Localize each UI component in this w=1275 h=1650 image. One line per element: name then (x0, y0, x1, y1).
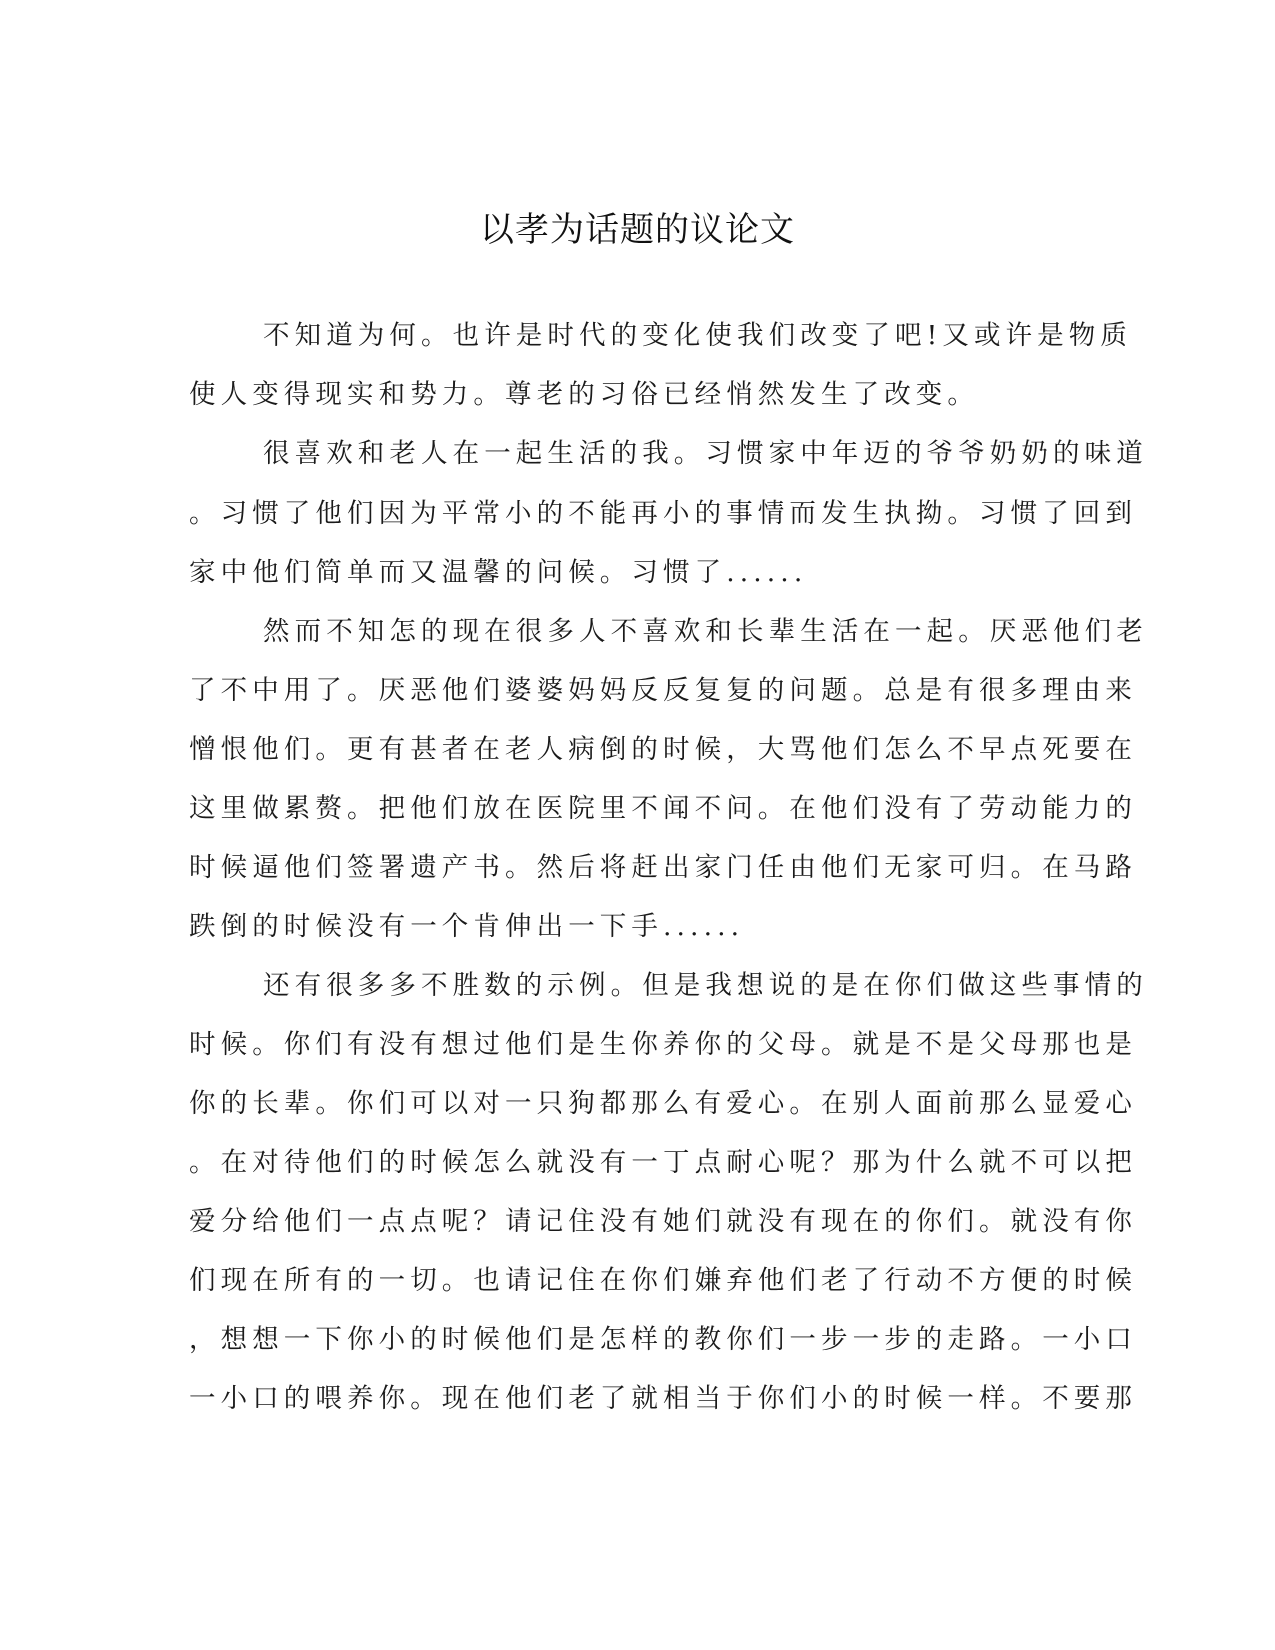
text-line: 一小口的喂养你。现在他们老了就相当于你们小的时候一样。不要那 (189, 1383, 1137, 1414)
text-line: 你的长辈。你们可以对一只狗都那么有爱心。在别人面前那么显爱心 (189, 1088, 1137, 1119)
text-line: 然而不知怎的现在很多人不喜欢和长辈生活在一起。厌恶他们老 (263, 616, 1148, 647)
text-line: 了不中用了。厌恶他们婆婆妈妈反反复复的问题。总是有很多理由来 (189, 675, 1137, 706)
text-line: 时候逼他们签署遗产书。然后将赶出家门任由他们无家可归。在马路 (189, 852, 1137, 883)
text-line: 还有很多多不胜数的示例。但是我想说的是在你们做这些事情的 (263, 970, 1148, 1001)
text-line: 们现在所有的一切。也请记住在你们嫌弃他们老了行动不方便的时候 (189, 1265, 1137, 1296)
text-line: ，想想一下你小的时候他们是怎样的教你们一步一步的走路。一小口 (189, 1324, 1137, 1355)
text-line: 不知道为何。也许是时代的变化使我们改变了吧!又或许是物质 (263, 320, 1132, 351)
text-line: 。在对待他们的时候怎么就没有一丁点耐心呢？那为什么就不可以把 (189, 1147, 1137, 1178)
text-line: 很喜欢和老人在一起生活的我。习惯家中年迈的爷爷奶奶的味道 (263, 438, 1148, 469)
document-title: 以孝为话题的议论文 (480, 210, 795, 250)
text-line: 跌倒的时候没有一个肯伸出一下手...... (189, 911, 745, 942)
text-line: 使人变得现实和势力。尊老的习俗已经悄然发生了改变。 (189, 379, 979, 410)
text-line: 憎恨他们。更有甚者在老人病倒的时候，大骂他们怎么不早点死要在 (189, 734, 1137, 765)
text-line: 爱分给他们一点点呢？请记住没有她们就没有现在的你们。就没有你 (189, 1206, 1137, 1237)
text-line: 家中他们简单而又温馨的问候。习惯了...... (189, 557, 808, 588)
text-line: 时候。你们有没有想过他们是生你养你的父母。就是不是父母那也是 (189, 1029, 1137, 1060)
text-line: 。习惯了他们因为平常小的不能再小的事情而发生执拗。习惯了回到 (189, 498, 1137, 529)
text-line: 这里做累赘。把他们放在医院里不闻不问。在他们没有了劳动能力的 (189, 793, 1137, 824)
